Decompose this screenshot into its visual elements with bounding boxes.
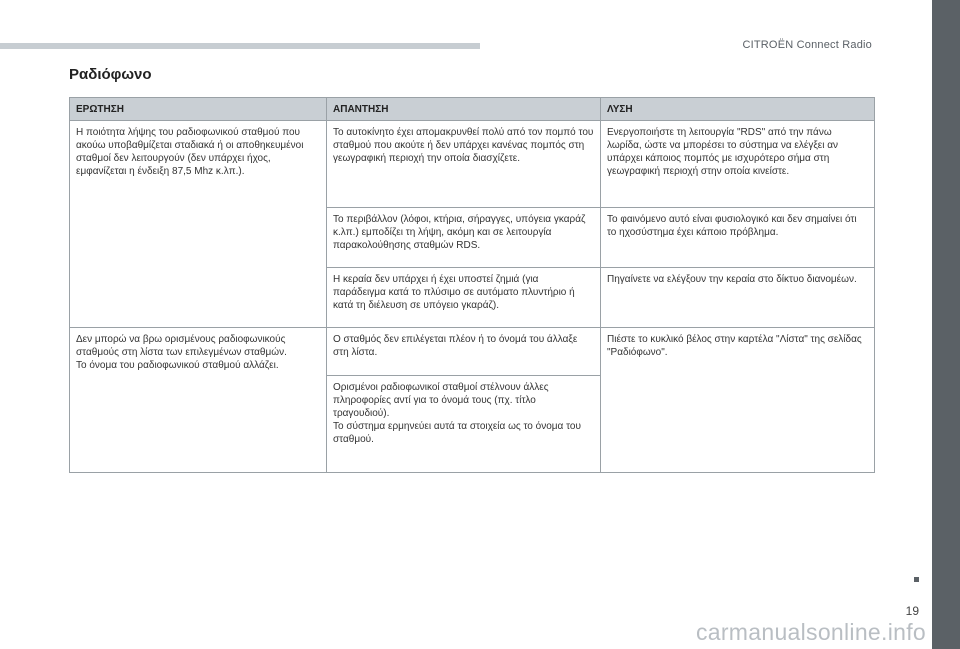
- answer-text: Το περιβάλλον (λόφοι, κτήρια, σήραγγες, υπόγεια γκαράζ κ.λπ.) εμποδίζει τη λήψη, ακόμη και σε λειτουργία παρακολούθησης σταθμών RDS.: [333, 214, 586, 251]
- answer-text: Η κεραία δεν υπάρχει ή έχει υποστεί ζημιά (για παράδειγμα κατά το πλύσιμο σε αυτόματο πλυντήριο ή κατά τη διέλευση σε υπόγειο γκαράζ).: [333, 274, 575, 311]
- answer-cell: [327, 328, 601, 376]
- page-number: 19: [905, 604, 919, 618]
- answer-cell: [327, 376, 601, 473]
- solution-cell: [601, 328, 875, 473]
- answer-text: Ορισμένοι ραδιοφωνικοί σταθμοί στέλνουν άλλες πληροφορίες αντί για το όνομά τους (πχ. τίτλο τραγουδιού). Το σύστημα ερμηνεύει αυτά τα στοιχεία ως το όνομα του σταθμού.: [333, 382, 581, 445]
- question-text: Δεν μπορώ να βρω ορισμένους ραδιοφωνικούς σταθμούς στη λίστα των επιλεγμένων σταθμών. Το όνομα του ραδιοφωνικού σταθμού αλλάζει.: [76, 334, 287, 371]
- section-marker: [914, 577, 919, 582]
- header-solution: ΛΥΣΗ: [601, 98, 875, 121]
- answer-cell: [327, 121, 601, 208]
- page-title: Ραδιόφωνο: [69, 66, 152, 83]
- question-cell: [70, 121, 327, 328]
- table-header-row: [70, 98, 875, 121]
- side-band: [932, 0, 960, 649]
- answer-text: Το αυτοκίνητο έχει απομακρυνθεί πολύ από τον πομπό του σταθμού που ακούτε ή δεν υπάρχει κανένας πομπός στη γεωγραφική περιοχή την οποία διασχίζετε.: [333, 127, 594, 164]
- faq-table: [69, 97, 875, 473]
- answer-cell: [327, 208, 601, 268]
- solution-cell: [601, 121, 875, 208]
- question-text: Η ποιότητα λήψης του ραδιοφωνικού σταθμού που ακούω υποβαθμίζεται σταδιακά ή οι αποθηκευμένοι σταθμοί δεν λειτουργούν (δεν υπάρχει ήχος, εμφανίζεται η ένδειξη 87,5 Mhz κ.λπ.).: [76, 127, 304, 177]
- question-cell: [70, 328, 327, 473]
- watermark: carmanualsonline.info: [695, 619, 926, 645]
- brand-header: CITROËN Connect Radio: [742, 39, 872, 51]
- header-answer: ΑΠΑΝΤΗΣΗ: [327, 98, 601, 121]
- solution-text: Ενεργοποιήστε τη λειτουργία "RDS" από την πάνω λωρίδα, ώστε να μπορέσει το σύστημα να ελέγξει αν υπάρχει κάποιος πομπός με ισχυρότερο σήμα στη γεωγραφική περιοχή στην οποία κινείστε.: [607, 127, 839, 177]
- solution-cell: [601, 268, 875, 328]
- solution-text: Το φαινόμενο αυτό είναι φυσιολογικό και δεν σημαίνει ότι το ηχοσύστημα έχει κάποιο πρόβλημα.: [607, 214, 857, 238]
- header-question: ΕΡΩΤΗΣΗ: [70, 98, 327, 121]
- answer-cell: [327, 268, 601, 328]
- table-row: [70, 121, 875, 208]
- table-row: [70, 328, 875, 376]
- solution-text: Πηγαίνετε να ελέγξουν την κεραία στο δίκτυο διανομέων.: [607, 274, 857, 285]
- solution-text: Πιέστε το κυκλικό βέλος στην καρτέλα "Λίστα" της σελίδας "Ραδιόφωνο".: [607, 334, 862, 358]
- top-rule: [0, 43, 480, 49]
- solution-cell: [601, 208, 875, 268]
- answer-text: Ο σταθμός δεν επιλέγεται πλέον ή το όνομά του άλλαξε στη λίστα.: [333, 334, 578, 358]
